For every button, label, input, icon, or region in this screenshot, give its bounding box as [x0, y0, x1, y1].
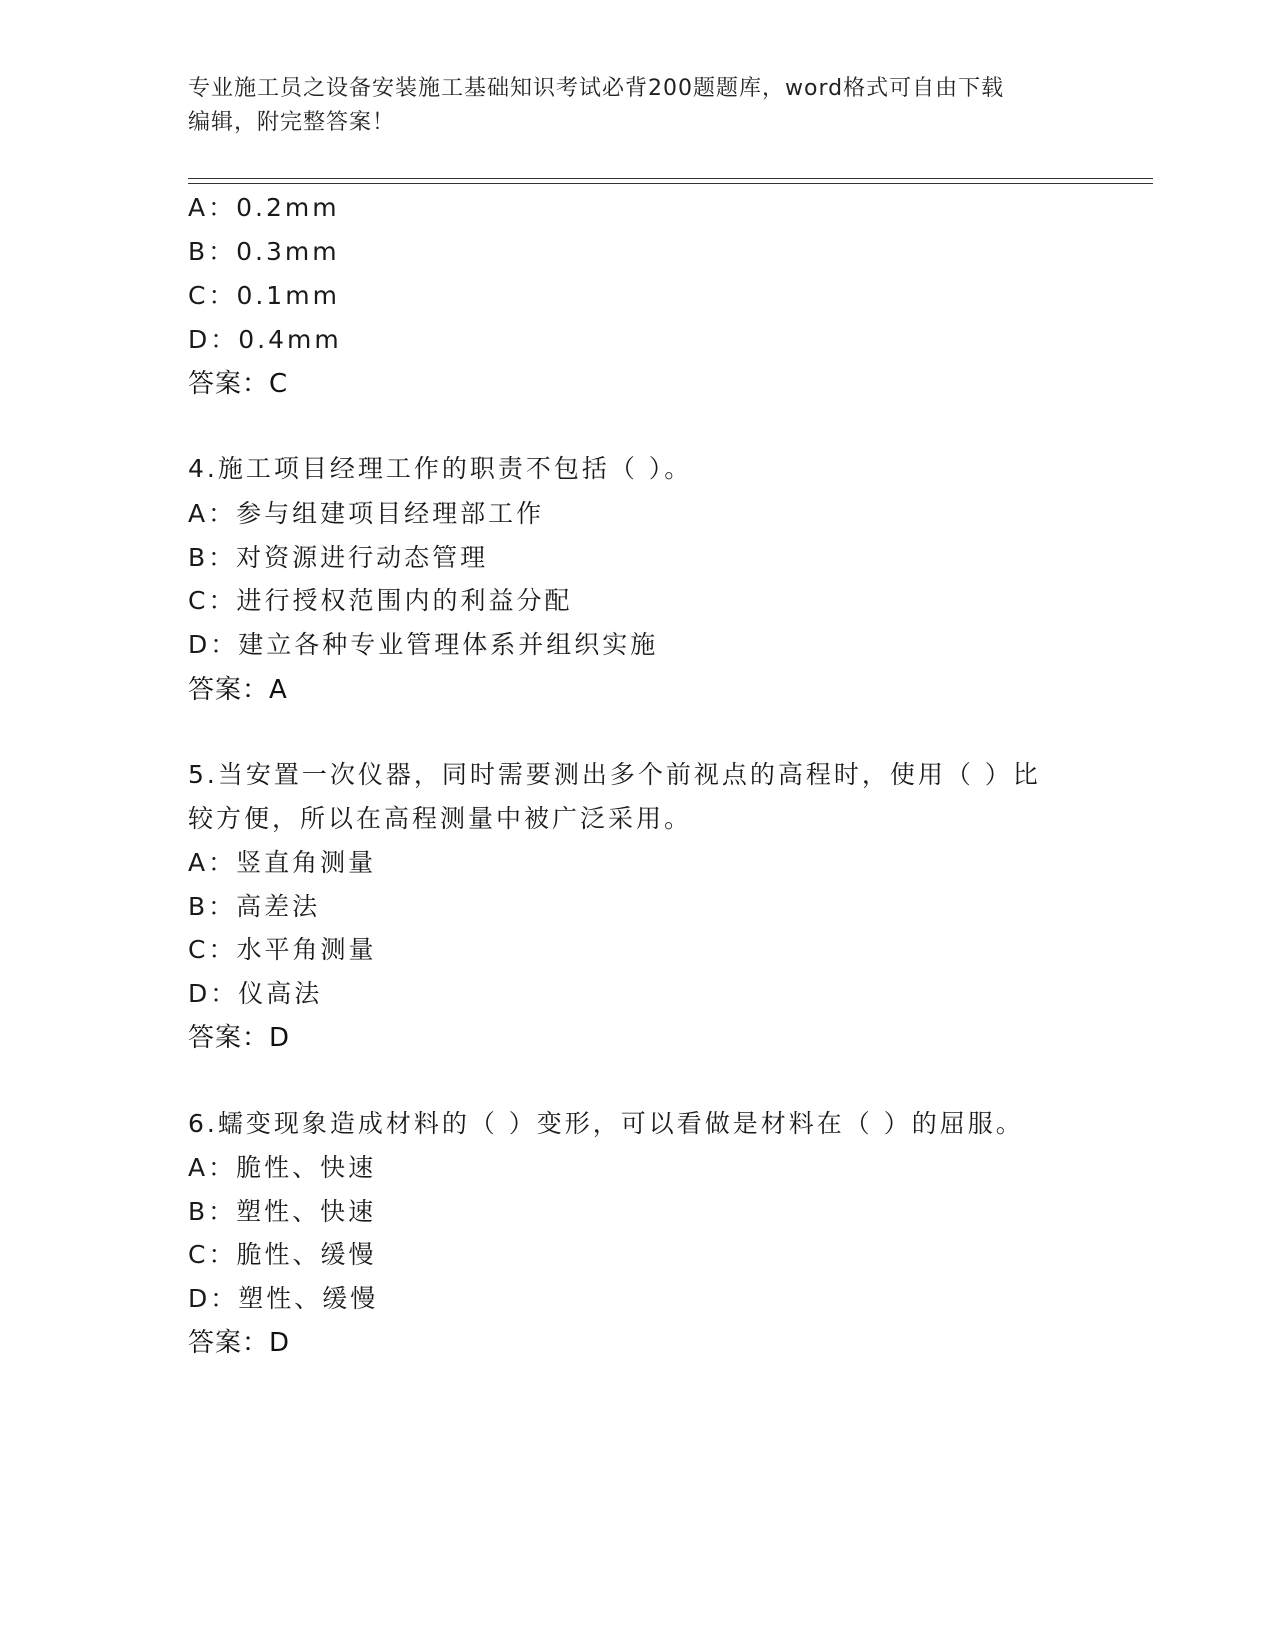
header-divider-bottom	[188, 183, 1153, 184]
q5-stem-line-1: 5.当安置一次仪器，同时需要测出多个前视点的高程时，使用（ ）比	[188, 760, 1041, 789]
header-divider-top	[188, 178, 1153, 179]
q3-option-b: B：0.3mm	[188, 237, 340, 266]
q5-option-d: D：仪高法	[188, 979, 323, 1008]
q6-answer: 答案：D	[188, 1328, 291, 1358]
q4-answer: 答案：A	[188, 675, 288, 705]
q5-option-a: A：竖直角测量	[188, 848, 377, 877]
q6-stem: 6.蠕变现象造成材料的（ ）变形，可以看做是材料在（ ）的屈服。	[188, 1109, 1024, 1138]
q5-option-c: C：水平角测量	[188, 935, 377, 964]
header-line-2: 编辑，附完整答案！	[188, 110, 396, 135]
q3-option-a: A：0.2mm	[188, 193, 340, 222]
q5-stem-line-2: 较方便，所以在高程测量中被广泛采用。	[188, 804, 693, 833]
q4-stem: 4.施工项目经理工作的职责不包括（ ）。	[188, 454, 693, 483]
q5-answer: 答案：D	[188, 1023, 291, 1053]
q6-option-c: C：脆性、缓慢	[188, 1240, 377, 1269]
q5-option-b: B：高差法	[188, 892, 321, 921]
q6-option-b: B：塑性、快速	[188, 1197, 377, 1226]
q6-option-a: A：脆性、快速	[188, 1153, 377, 1182]
q3-option-c: C：0.1mm	[188, 281, 340, 310]
q4-option-c: C：进行授权范围内的利益分配	[188, 586, 573, 615]
q6-option-d: D：塑性、缓慢	[188, 1284, 379, 1313]
q3-answer: 答案：C	[188, 369, 289, 399]
q4-option-a: A：参与组建项目经理部工作	[188, 499, 545, 528]
document-header	[188, 72, 1088, 140]
q3-option-d: D：0.4mm	[188, 325, 342, 354]
q4-option-d: D：建立各种专业管理体系并组织实施	[188, 630, 659, 659]
q4-option-b: B：对资源进行动态管理	[188, 543, 489, 572]
header-line-1: 专业施工员之设备安装施工基础知识考试必背200题题库，word格式可自由下载	[188, 76, 1005, 101]
